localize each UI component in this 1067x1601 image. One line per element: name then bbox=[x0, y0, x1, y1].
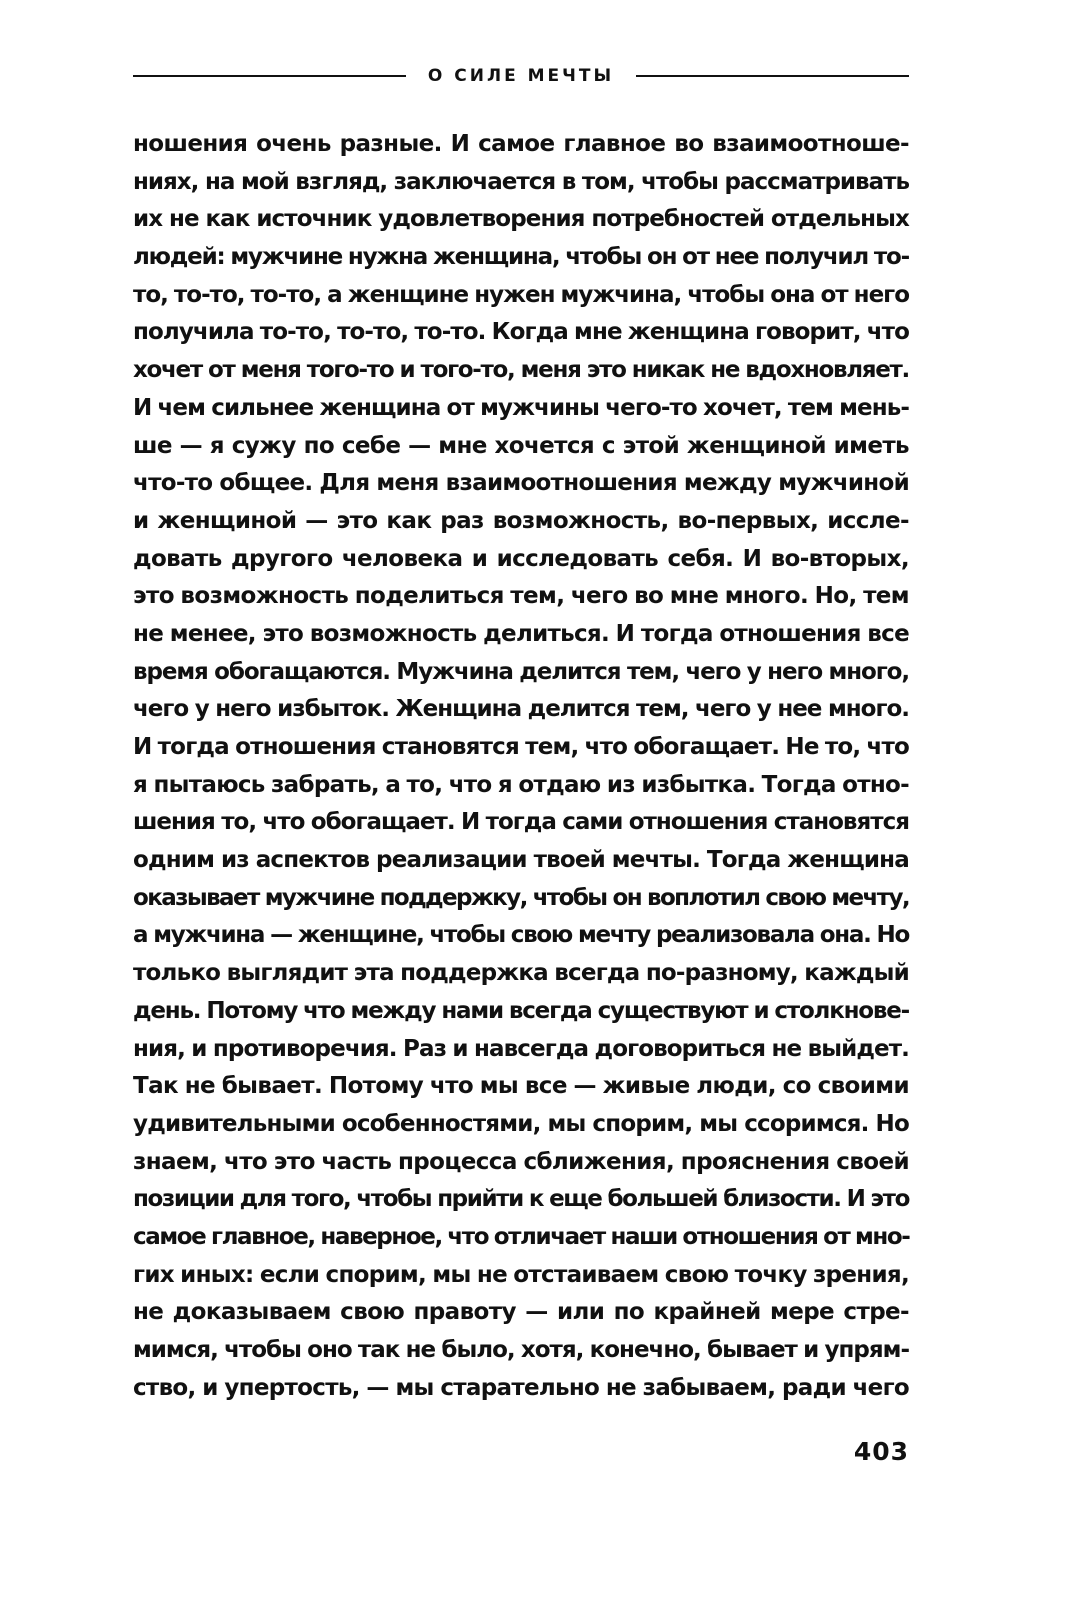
text-line: получила то-то, то-то, то-то. Когда мне женщина говорит, что bbox=[133, 319, 909, 346]
running-header-title: О СИЛЕ МЕЧТЫ bbox=[427, 66, 615, 86]
text-line: мимся, чтобы оно так не было, хотя, конечно, бывает и упрям- bbox=[133, 1337, 909, 1363]
running-header bbox=[133, 58, 909, 94]
text-line: оказывает мужчине поддержку, чтобы он воплотил свою мечту, bbox=[133, 884, 909, 911]
text-line: ство, и упертость, — мы старательно не забываем, ради чего bbox=[133, 1374, 909, 1401]
header-rule-left bbox=[133, 75, 406, 77]
text-line: время обогащаются. Мужчина делится тем, чего у него много, bbox=[133, 658, 909, 685]
text-line: ния, и противоречия. Раз и навсегда договориться не выйдет. bbox=[133, 1035, 909, 1062]
text-line: то, то-то, то-то, а женщине нужен мужчина, чтобы она от него bbox=[133, 281, 909, 308]
text-line: удивительными особенностями, мы спорим, мы ссоримся. Но bbox=[133, 1110, 909, 1137]
text-line: не менее, это возможность делиться. И тогда отношения все bbox=[133, 620, 909, 647]
text-line: ношения очень разные. И самое главное во взаимоотноше- bbox=[133, 131, 909, 157]
text-line: хочет от меня того-то и того-то, меня это никак не вдохновляет. bbox=[133, 357, 909, 384]
text-line: я пытаюсь забрать, а то, что я отдаю из избытка. Тогда отно- bbox=[133, 771, 909, 798]
text-line: И чем сильнее женщина от мужчины чего-то хочет, тем мень- bbox=[133, 394, 909, 421]
header-rule-right bbox=[636, 75, 909, 77]
text-line: шения то, что обогащает. И тогда сами отношения становятся bbox=[133, 809, 909, 836]
page-number: 403 bbox=[853, 1437, 909, 1466]
text-line: их не как источник удовлетворения потребностей отдельных bbox=[133, 206, 909, 233]
text-line: ниях, на мой взгляд, заключается в том, чтобы рассматривать bbox=[133, 168, 909, 195]
text-line: это возможность поделиться тем, чего во мне много. Но, тем bbox=[133, 583, 909, 610]
body-text bbox=[133, 126, 909, 1407]
text-line: только выглядит эта поддержка всегда по-разному, каждый bbox=[133, 960, 909, 987]
text-line: знаем, что это часть процесса сближения, прояснения своей bbox=[133, 1148, 909, 1175]
text-line: одним из аспектов реализации твоей мечты. Тогда женщина bbox=[133, 847, 909, 874]
text-line: позиции для того, чтобы прийти к еще большей близости. И это bbox=[133, 1186, 909, 1213]
text-line: и женщиной — это как раз возможность, во-первых, иссле- bbox=[133, 507, 909, 534]
text-line: гих иных: если спорим, мы не отстаиваем свою точку зрения, bbox=[133, 1261, 910, 1288]
text-line: а мужчина — женщине, чтобы свою мечту реализовала она. Но bbox=[133, 922, 909, 949]
text-line: что-то общее. Для меня взаимоотношения между мужчиной bbox=[133, 470, 909, 497]
text-line: довать другого человека и исследовать себя. И во-вторых, bbox=[133, 545, 909, 572]
text-line: Так не бывает. Потому что мы все — живые люди, со своими bbox=[133, 1073, 909, 1100]
text-line: И тогда отношения становятся тем, что обогащает. Не то, что bbox=[133, 734, 910, 760]
text-line: день. Потому что между нами всегда существуют и столкнове- bbox=[133, 997, 909, 1024]
text-line: ше — я сужу по себе — мне хочется с этой женщиной иметь bbox=[133, 432, 909, 459]
text-line: самое главное, наверное, что отличает наши отношения от мно- bbox=[133, 1223, 910, 1250]
text-line: не доказываем свою правоту — или по крайней мере стре- bbox=[133, 1299, 909, 1326]
text-line: чего у него избыток. Женщина делится тем, чего у нее много. bbox=[133, 696, 909, 723]
text-line: людей: мужчине нужна женщина, чтобы он от нее получил то- bbox=[133, 244, 909, 271]
